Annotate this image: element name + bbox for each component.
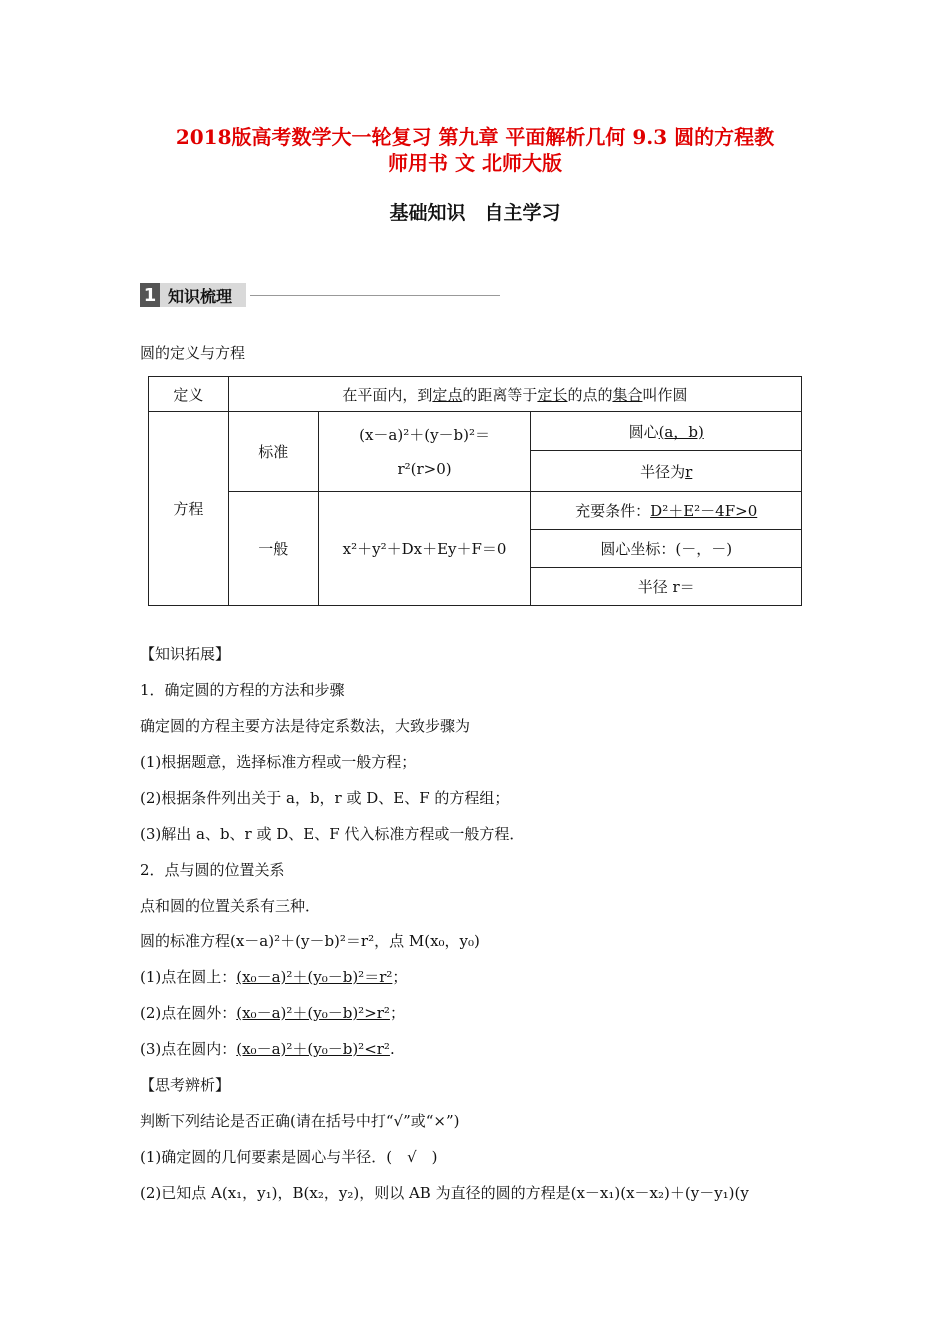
general-label: 一般 (228, 492, 318, 606)
section-title: 知识梳理 (160, 283, 246, 307)
standard-label: 标准 (228, 412, 318, 492)
section-divider (250, 295, 500, 296)
intro-text: 圆的定义与方程 (140, 344, 246, 362)
section-number: 1 (140, 283, 160, 307)
point-inside-circle: (3)点在圆内：(x₀－a)²＋(y₀－b)²<r². (140, 1040, 395, 1058)
general-condition: 充要条件：D²＋E²－4F>0 (531, 492, 802, 530)
section-subtitle: 基础知识 自主学习 (389, 202, 561, 224)
item1-description: 确定圆的方程主要方法是待定系数法，大致步骤为 (140, 717, 471, 735)
think-heading: 【思考辨析】 (140, 1076, 231, 1094)
item1-title: 1．确定圆的方程的方法和步骤 (140, 681, 345, 699)
document-title-line1: 2018版高考数学大一轮复习 第九章 平面解析几何 9.3 圆的方程教 (175, 125, 775, 149)
item2-title: 2．点与圆的位置关系 (140, 861, 285, 879)
item2-equation: 圆的标准方程(x－a)²＋(y－b)²＝r²，点 M(x₀，y₀) (140, 932, 480, 950)
item1-step2: (2)根据条件列出关于 a，b，r 或 D、E、F 的方程组； (140, 789, 510, 807)
item1-step3: (3)解出 a、b、r 或 D、E、F 代入标准方程或一般方程． (140, 825, 525, 843)
circle-definition-table (148, 376, 802, 606)
standard-center: 圆心(a，b) (531, 412, 802, 451)
equation-label: 方程 (149, 412, 229, 606)
item2-description: 点和圆的位置关系有三种． (140, 897, 321, 915)
standard-equation: (x－a)²＋(y－b)²＝ r²(r>0) (318, 412, 531, 492)
section-header (140, 283, 500, 307)
document-title-line2: 师用书 文 北师大版 (388, 151, 562, 175)
think-description: 判断下列结论是否正确(请在括号中打“√”或“×”) (140, 1112, 460, 1130)
standard-radius: 半径为r (531, 451, 802, 492)
general-radius: 半径 r＝ (531, 568, 802, 606)
knowledge-extension-heading: 【知识拓展】 (140, 645, 231, 663)
item1-step1: (1)根据题意，选择标准方程或一般方程； (140, 753, 417, 771)
point-on-circle: (1)点在圆上：(x₀－a)²＋(y₀－b)²＝r²； (140, 968, 408, 986)
think-question-1: (1)确定圆的几何要素是圆心与半径．( √ ) (140, 1148, 438, 1166)
point-outside-circle: (2)点在圆外：(x₀－a)²＋(y₀－b)²>r²； (140, 1004, 405, 1022)
definition-label: 定义 (149, 377, 229, 412)
general-equation: x²＋y²＋Dx＋Ey＋F＝0 (318, 492, 531, 606)
think-question-2: (2)已知点 A(x₁，y₁)，B(x₂，y₂)，则以 AB 为直径的圆的方程是(x－x₁)(x－x₂)＋(y－y₁)(y (140, 1184, 749, 1202)
definition-text: 在平面内，到定点的距离等于定长的点的集合叫作圆 (228, 377, 801, 412)
general-center: 圆心坐标：(－，－) (531, 530, 802, 568)
